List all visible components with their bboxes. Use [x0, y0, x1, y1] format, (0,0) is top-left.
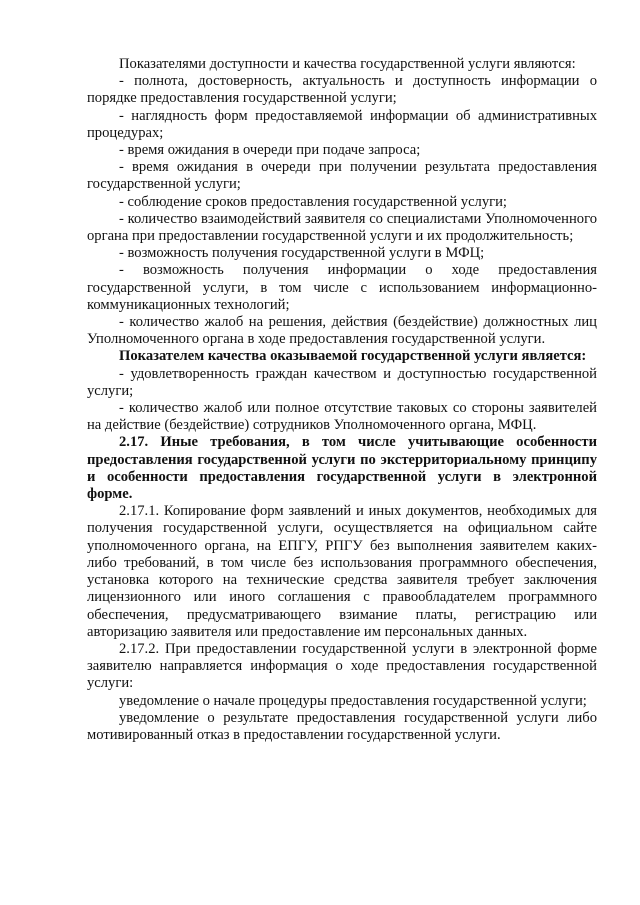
paragraph-indicators-intro: Показателями доступности и качества государственной услуги являются: — [119, 56, 576, 72]
list-item: - удовлетворенность граждан качеством и доступностью государственной услуги; — [87, 365, 597, 399]
paragraph-notification-start: уведомление о начале процедуры предоставления государственной услуги; — [119, 692, 587, 709]
list-item: - количество взаимодействий заявителя со специалистами Уполномоченного органа при предоставлении государственной услуги и их продолжительность; — [87, 210, 597, 245]
list-item: - возможность получения информации о ходе предоставления государственной услуги, в том числе с использованием информационно-коммуникационных технологий; — [87, 262, 597, 313]
paragraph-notification-result: уведомление о результате предоставления государственной услуги либо мотивированный отказ в предоставлении государственной услуги. — [87, 709, 597, 743]
list-item: - возможность получения государственной услуги в МФЦ; — [119, 245, 485, 262]
paragraph-2-17-1: 2.17.1. Копирование форм заявлений и иных документов, необходимых для получения государственной услуги, осуществляется на официальном сайте уполномоченного органа, на ЕПГУ, РПГУ без выполнения заявителем каких-либо требований, в том числе без использования программного обеспечения, установка которого на технические средства заявителя требует заключения лицензионного или иного соглашения с правообладателем программного обеспечения, предусматривающего взимание платы, регистрацию или авторизацию заявителя или предоставление им персональных данных. — [87, 503, 597, 640]
list-item: - полнота, достоверность, актуальность и доступность информации о порядке предоставления государственной услуги; — [87, 73, 597, 107]
quality-indicator-heading: Показателем качества оказываемой государственной услуги является: — [119, 348, 587, 365]
section-heading-2-17: 2.17. Иные требования, в том числе учитывающие особенности предоставления государственной услуги по экстерриториальному принципу и особенности предоставления государственной услуги в электронной форме. — [87, 434, 597, 503]
list-item: - наглядность форм предоставляемой информации об административных процедурах; — [87, 107, 597, 141]
document-page — [87, 56, 597, 744]
list-item: - количество жалоб на решения, действия (бездействие) должностных лиц Уполномоченного органа в ходе предоставления государственной услуги. — [87, 314, 597, 348]
paragraph-2-17-2: 2.17.2. При предоставлении государственной услуги в электронной форме заявителю направляется информация о ходе предоставления государственной услуги: — [87, 640, 597, 692]
list-item: - время ожидания в очереди при получении результата предоставления государственной услуги; — [87, 159, 597, 193]
list-item: - соблюдение сроков предоставления государственной услуги; — [119, 193, 507, 210]
list-item: - количество жалоб или полное отсутствие таковых со стороны заявителей на действие (бездействие) сотрудников Уполномоченного органа, МФЦ. — [87, 400, 597, 434]
list-item: - время ожидания в очереди при подаче запроса; — [119, 142, 421, 159]
